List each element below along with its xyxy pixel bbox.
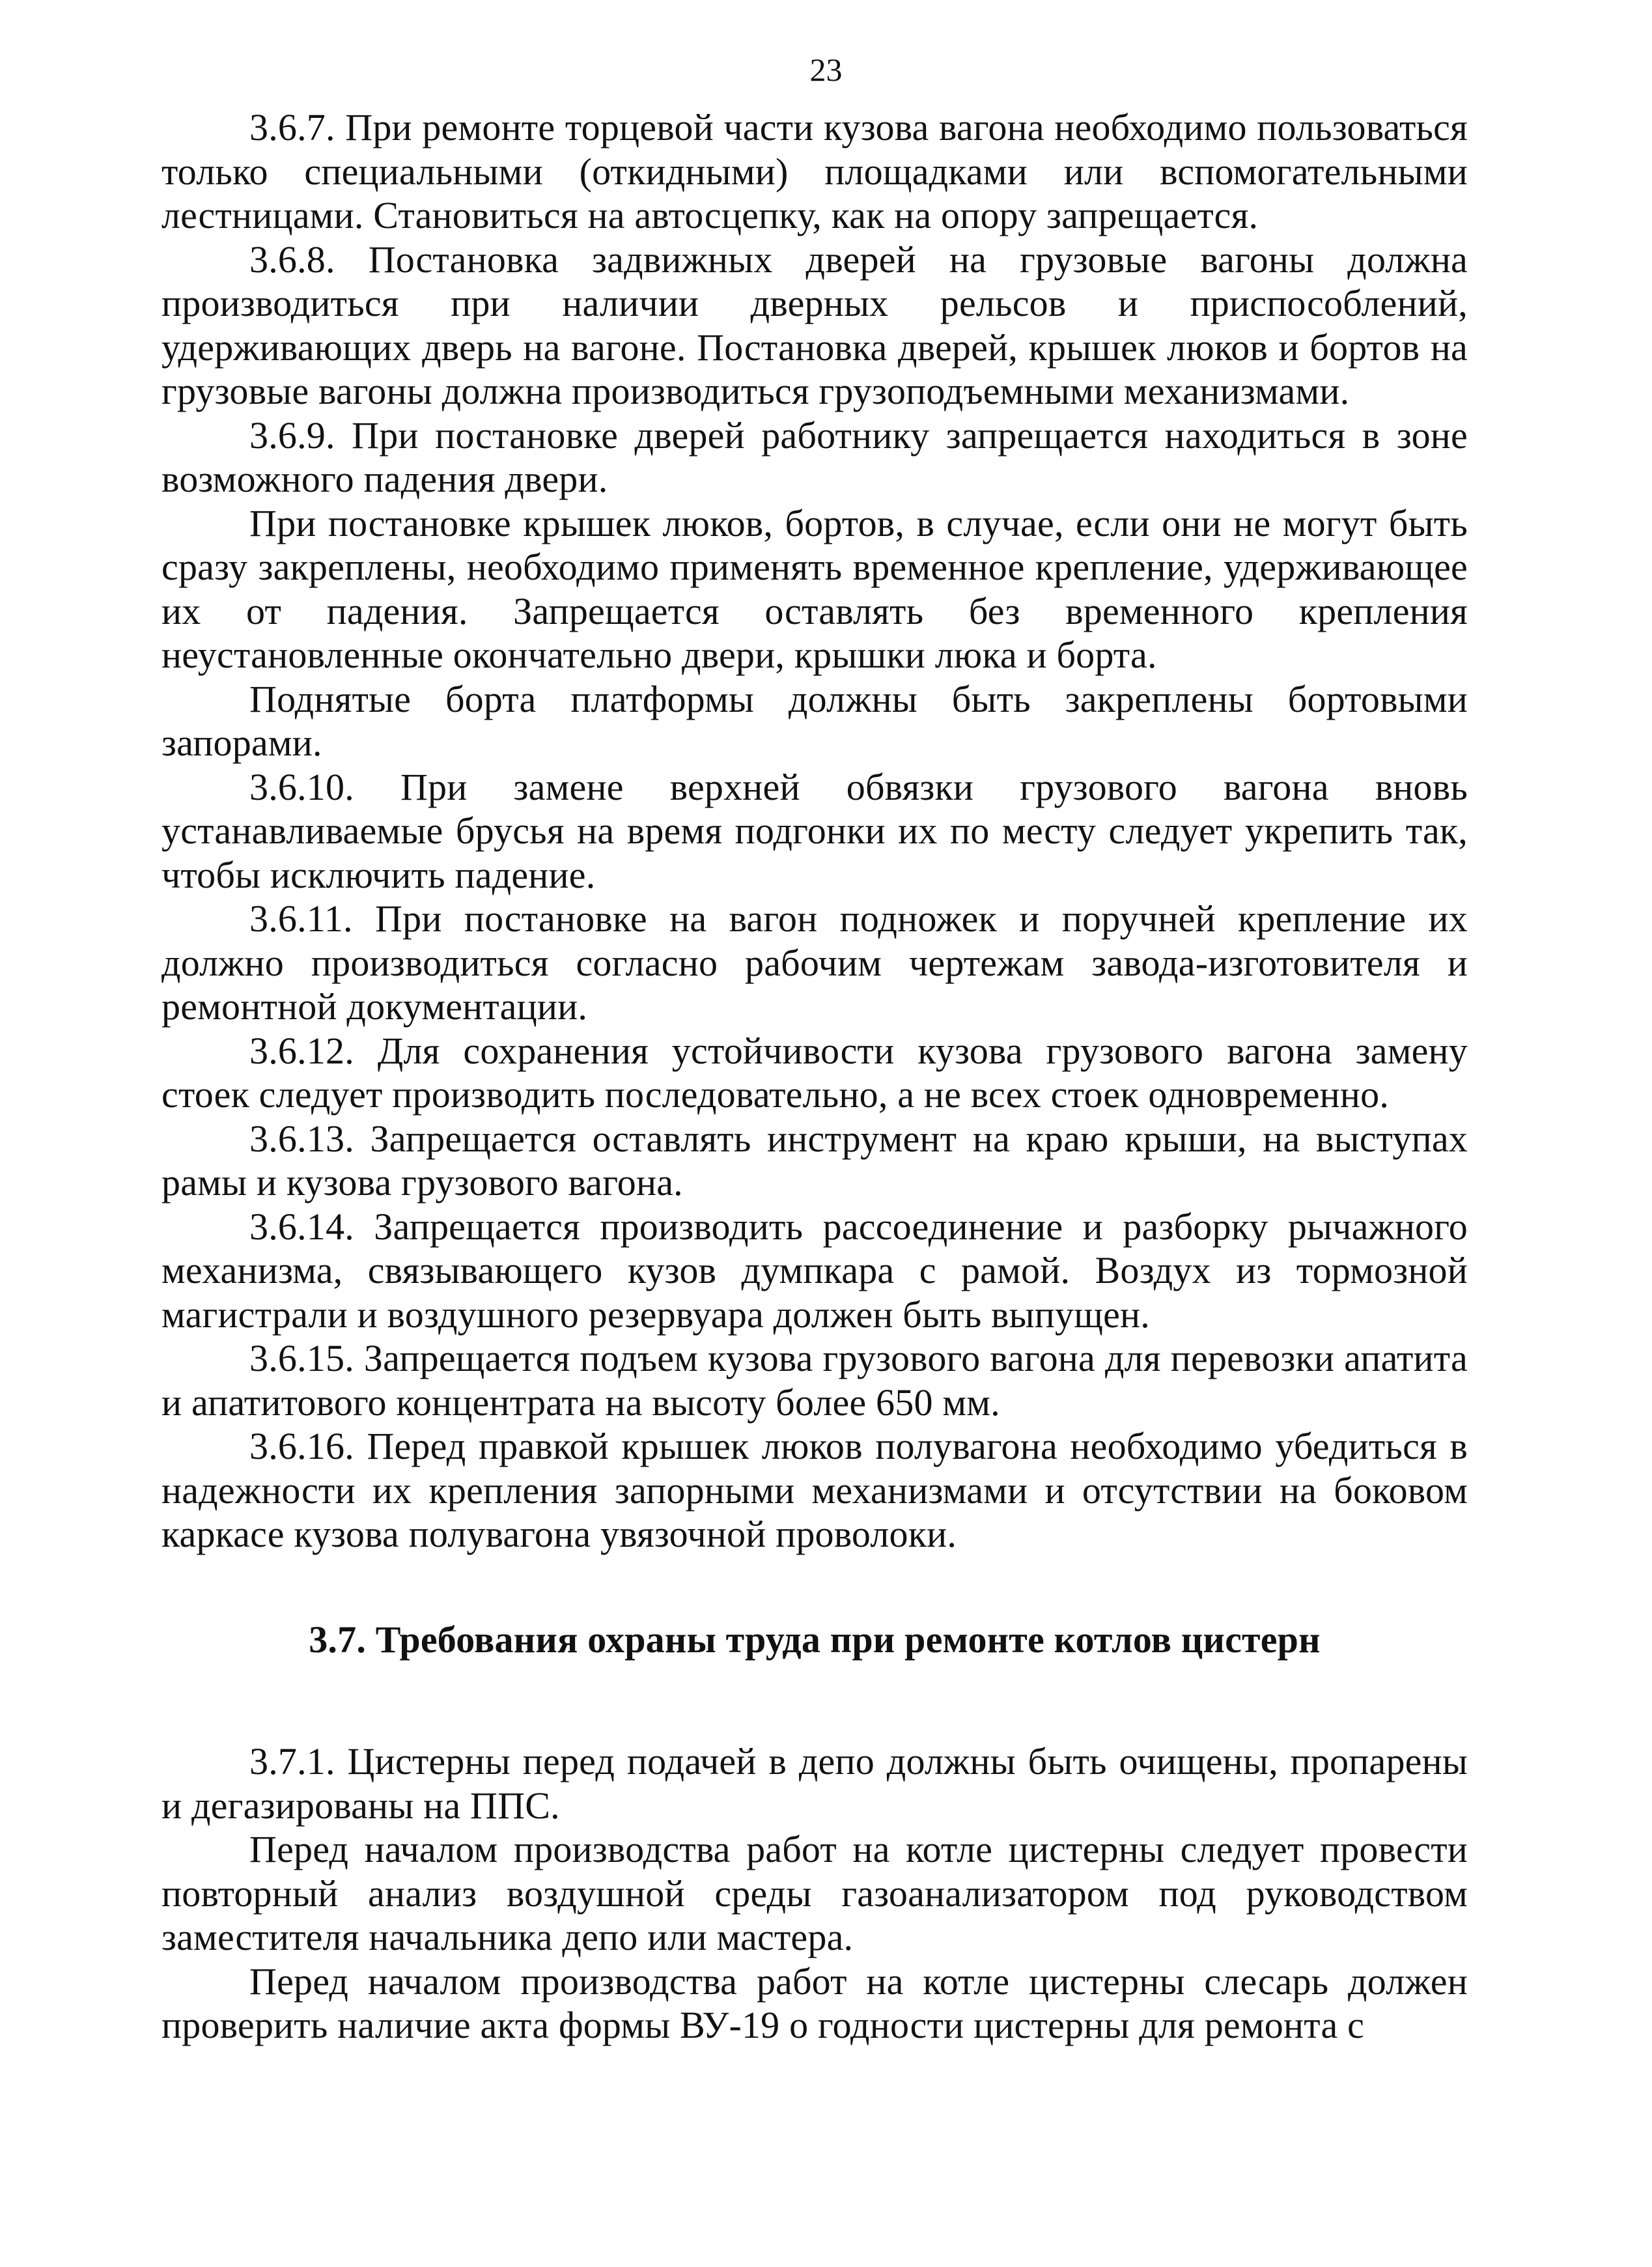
document-body [161, 106, 1468, 2048]
paragraph-3-6-10: 3.6.10. При замене верхней обвязки грузового вагона вновь устанавливаемые брусья на время подгонки их по месту следует укрепить так, чтобы исключить падение. [161, 765, 1468, 896]
paragraph-3-6-11: 3.6.11. При постановке на вагон подножек и поручней крепление их должно производиться согласно рабочим чертежам завода-изготовителя и ремонтной документации. [161, 897, 1468, 1028]
paragraph-platform-sides: Поднятые борта платформы должны быть закреплены бортовыми запорами. [161, 677, 1468, 764]
paragraph-3-6-12: 3.6.12. Для сохранения устойчивости кузова грузового вагона замену стоек следует производить последовательно, а не всех стоек одновременно. [161, 1029, 1468, 1116]
section-title: 3.7. Требования охраны труда при ремонте котлов цистерн [309, 1618, 1321, 1661]
paragraph-3-6-7: 3.6.7. При ремонте торцевой части кузова вагона необходимо пользоваться только специальными (откидными) площадками или вспомогательными лестницами. Становиться на автосцепку, как на опору запрещается. [161, 106, 1468, 236]
paragraph-air-analysis: Перед началом производства работ на котле цистерны следует провести повторный анализ воздушной среды газоанализатором под руководством заместителя начальника депо или мастера. [161, 1828, 1468, 1958]
paragraph-3-6-9: 3.6.9. При постановке дверей работнику запрещается находиться в зоне возможного падения двери. [161, 414, 1468, 500]
page-number: 23 [809, 51, 843, 88]
paragraph-hatch-covers: При постановке крышек люков, бортов, в случае, если они не могут быть сразу закреплены, необходимо применять временное крепление, удерживающее их от падения. Запрещается оставлять без временного крепления неустановленные окончательно двери, крышки люка и борта. [161, 501, 1468, 676]
paragraph-3-7-1: 3.7.1. Цистерны перед подачей в депо должны быть очищены, пропарены и дегазированы на ППС. [161, 1740, 1468, 1827]
paragraph-3-6-14: 3.6.14. Запрещается производить рассоединение и разборку рычажного механизма, связывающего кузов думпкара с рамой. Воздух из тормозной магистрали и воздушного резервуара должен быть выпущен. [161, 1205, 1468, 1336]
paragraph-3-6-15: 3.6.15. Запрещается подъем кузова грузового вагона для перевозки апатита и апатитового концентрата на высоту более 650 мм. [161, 1337, 1468, 1424]
paragraph-act-check: Перед началом производства работ на котле цистерны слесарь должен проверить наличие акта формы ВУ-19 о годности цистерны для ремонта с [161, 1960, 1468, 2046]
paragraph-3-6-8: 3.6.8. Постановка задвижных дверей на грузовые вагоны должна производиться при наличии дверных рельсов и приспособлений, удерживающих дверь на вагоне. Постановка дверей, крышек люков и бортов на грузовые вагоны должна производиться грузоподъемными механизмами. [161, 238, 1468, 412]
paragraph-3-6-16: 3.6.16. Перед правкой крышек люков полувагона необходимо убедиться в надежности их крепления запорными механизмами и отсутствии на боковом каркасе кузова полувагона увязочной проволоки. [161, 1425, 1468, 1555]
paragraph-3-6-13: 3.6.13. Запрещается оставлять инструмент на краю крыши, на выступах рамы и кузова грузового вагона. [161, 1117, 1468, 1204]
